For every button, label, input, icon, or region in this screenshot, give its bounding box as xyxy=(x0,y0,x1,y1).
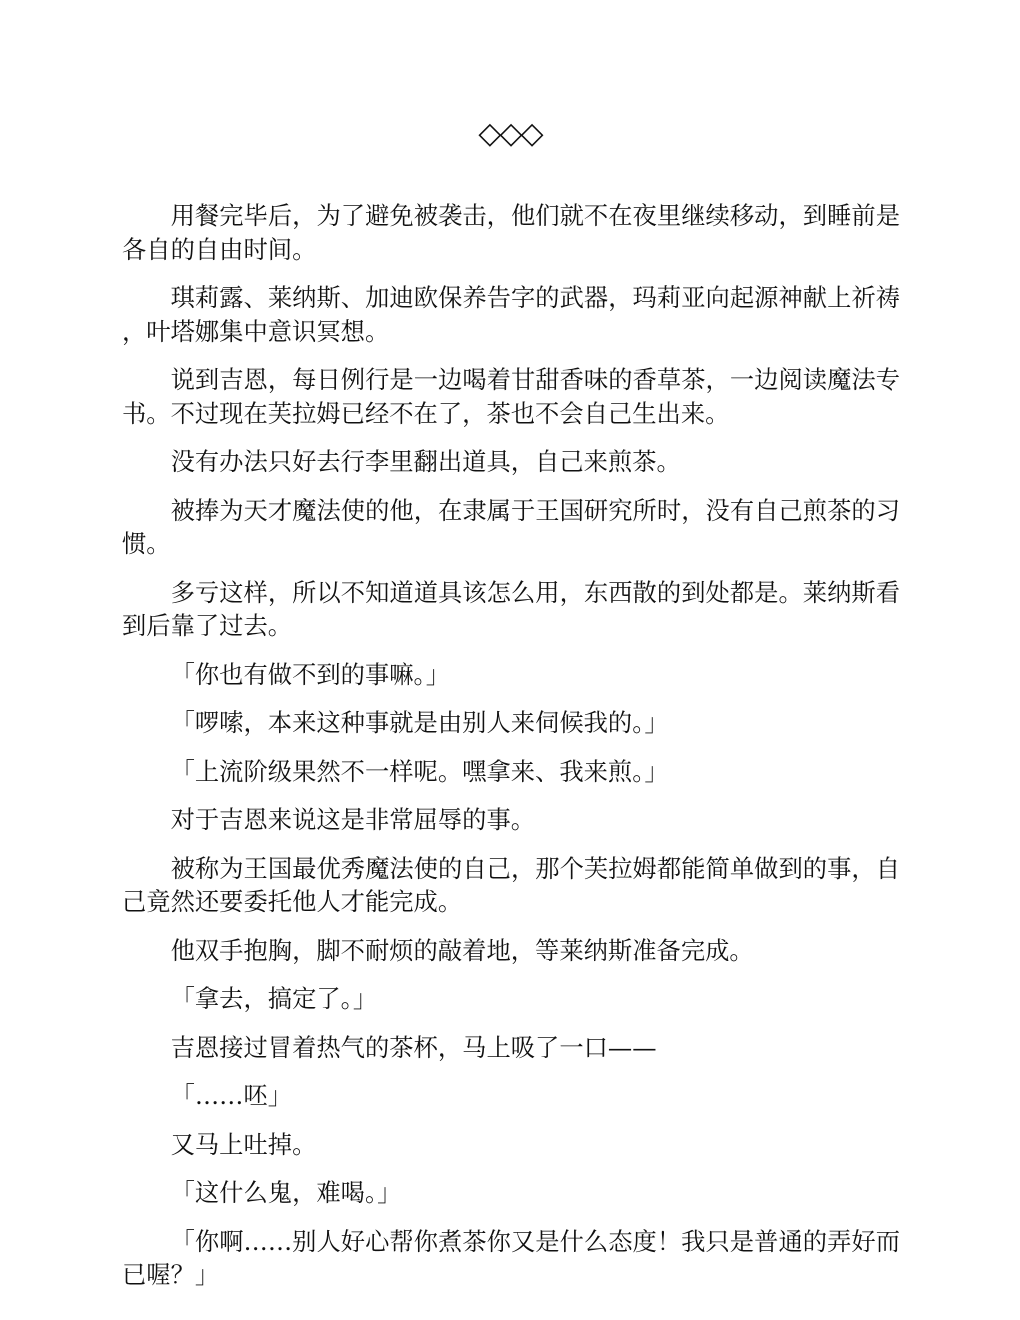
dialogue-line: 「你也有做不到的事嘛。」 xyxy=(170,659,451,689)
body-text xyxy=(122,199,900,1307)
dialogue-line: 「拿去，搞定了。」 xyxy=(170,984,378,1013)
paragraph: 被捧为天才魔法使的他，在隶属于王国研究所时，没有自己煎茶的习惯。 xyxy=(122,495,900,558)
dialogue-line: 「上流阶级果然不一样呢。嘿拿来、我来煎。」 xyxy=(170,756,669,786)
paragraph: 用餐完毕后，为了避免被袭击，他们就不在夜里继续移动，到睡前是各自的自由时间。 xyxy=(122,201,900,264)
paragraph: 琪莉露、莱纳斯、加迪欧保养告字的武器，玛莉亚向起源神献上祈祷，叶塔娜集中意识冥想。 xyxy=(122,283,900,346)
paragraph: 对于吉恩来说这是非常屈辱的事。 xyxy=(170,805,536,834)
paragraph: 他双手抱胸，脚不耐烦的敲着地，等莱纳斯准备完成。 xyxy=(170,935,754,965)
paragraph: 没有办法只好去行李里翻出道具，自己来煎茶。 xyxy=(170,447,681,476)
dialogue-line: 「啰嗦，本来这种事就是由别人来伺候我的。」 xyxy=(170,708,669,737)
paragraph: 又马上吐掉。 xyxy=(170,1129,317,1159)
paragraph: 被称为王国最优秀魔法使的自己，那个芙拉姆都能简单做到的事，自己竟然还要委托他人才能完成。 xyxy=(122,853,900,916)
paragraph: 说到吉恩，每日例行是一边喝着甘甜香味的香草茶，一边阅读魔法专书。不过现在芙拉姆已经不在了，茶也不会自己生出来。 xyxy=(122,365,900,428)
dialogue-line: 「你啊……别人好心帮你煮茶你又是什么态度！我只是普通的弄好而已喔？」 xyxy=(122,1226,900,1289)
paragraph: 吉恩接过冒着热气的茶杯，马上吸了一口—— xyxy=(170,1032,657,1062)
section-separator: ◇◇◇ xyxy=(478,116,542,151)
paragraph: 多亏这样，所以不知道道具该怎么用，东西散的到处都是。莱纳斯看到后靠了过去。 xyxy=(122,577,900,640)
dialogue-line: 「……呸」 xyxy=(170,1081,293,1110)
dialogue-line: 「这什么鬼，难喝。」 xyxy=(170,1178,402,1207)
